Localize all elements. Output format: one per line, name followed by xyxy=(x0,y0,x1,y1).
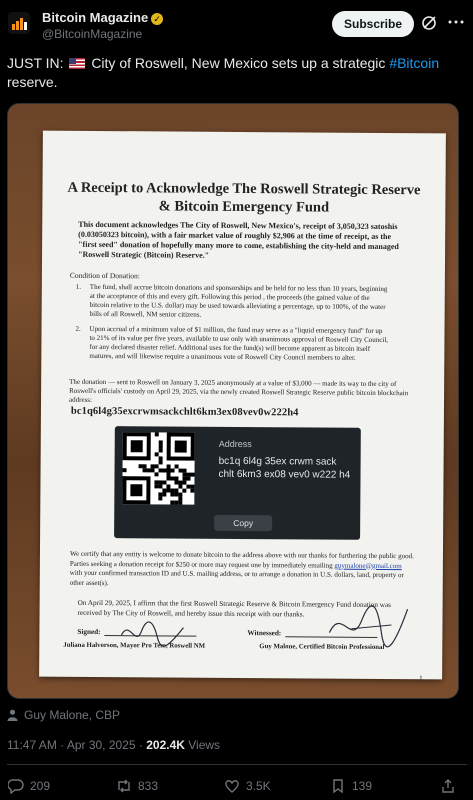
post-header xyxy=(0,0,473,46)
image-caption[interactable] xyxy=(7,708,120,722)
verified-badge-icon: ✓ xyxy=(151,13,163,25)
divider xyxy=(7,764,467,765)
caption-text[interactable]: Guy Malone, CBP xyxy=(24,708,121,722)
avatar[interactable] xyxy=(8,12,30,34)
address-card xyxy=(114,426,361,540)
author-name[interactable]: Bitcoin Magazine xyxy=(42,10,149,25)
signature-right xyxy=(321,603,411,650)
condition-item: 2. Upon accrual of a minimum value of $1 million, the fund may serve as a "liquid emergency fund" for up to 21% of its value per five years, available to use only with unanimous approval of Roswell City Council, for any declared disaster relief. Additional uses for the fund(s) will become apparent as bitcoin itself matures, and will likewise require a unanimous vote of Roswell City Council members to alter. xyxy=(75,324,389,362)
bookmark-icon xyxy=(330,778,346,794)
receipt-document xyxy=(39,131,446,683)
views-label: Views xyxy=(188,738,221,752)
affirm-paragraph: On April 29, 2025, I affirm that the first Roswell Strategic Reserve & Bitcoin Emergency Fund donation was received by The City of Roswell, and hereby issue this receipt with our thanks. xyxy=(77,598,391,618)
email-link: guymalone@gmail.com xyxy=(334,561,402,570)
reply-count: 209 xyxy=(30,779,51,793)
hashtag-link[interactable]: #Bitcoin xyxy=(389,55,440,71)
document-intro: This document acknowledges The City of Roswell, New Mexico's, receipt of 3,050,323 satoshis (0.03050323 bitcoin), with a fair market value of roughly $2,906 at the time of receipt, as the "first seed" donation of hopefully many more to come, establishing the city-held and managed "Roswell Strategic (Bitcoin) Reserve." xyxy=(78,219,399,260)
views-count: 202.4K xyxy=(146,738,185,752)
bookmark-count: 139 xyxy=(352,779,373,793)
post-body: City of Roswell, New Mexico sets up a strategic xyxy=(91,55,386,71)
us-flag-icon xyxy=(69,58,85,69)
post-suffix: reserve. xyxy=(7,74,58,90)
share-icon xyxy=(440,778,456,794)
grok-icon[interactable] xyxy=(421,15,437,31)
author-name-row[interactable] xyxy=(42,10,163,25)
author-handle[interactable]: @BitcoinMagazine xyxy=(42,27,143,41)
action-bar xyxy=(0,776,473,798)
certify-text-end: with your confirmed transaction ID and U.S. mailing address, or to arrange a donation in U.S. dollars, land, property or other asset(s). xyxy=(69,568,404,587)
signer-left-name: Juliana Halvorson, Mayor Pro Tem, Roswell NM xyxy=(63,641,206,650)
more-options-icon[interactable] xyxy=(448,19,464,25)
qr-code xyxy=(122,432,195,505)
address-label: Address xyxy=(218,438,252,450)
post-meta xyxy=(7,738,220,752)
reply-icon xyxy=(8,778,24,794)
signed-label: Signed: xyxy=(77,627,101,637)
post-image[interactable] xyxy=(7,103,459,699)
signer-right-name: Guy Malone, Certified Bitcoin Professional xyxy=(259,643,385,651)
condition-label: Condition of Donation: xyxy=(69,270,140,281)
address-text: bc1q 6l4g 35ex crwm sack chlt 6km3 ex08 vev0 w222 h4 xyxy=(218,455,351,481)
certify-paragraph xyxy=(70,550,415,590)
condition-item: 1. The fund, shall accrue bitcoin donations and sponsorships and be held for no less than 10 years, beginning at the acceptance of this and every gift. Following this period , the proceeds (the gained value of the bitcoin relative to the U.S. dollar) may be used towards alleviating a percentage, up to 100%, of the water bills of all Roswell, NM senior citizens. xyxy=(75,282,388,319)
copy-button: Copy xyxy=(214,515,272,531)
heart-icon xyxy=(224,778,240,794)
post-prefix: JUST IN: xyxy=(7,55,64,71)
document-title: A Receipt to Acknowledge The Roswell Strategic Reserve & Bitcoin Emergency Fund xyxy=(67,179,421,216)
post-text xyxy=(7,54,467,92)
post-timestamp[interactable]: 11:47 AM · Apr 30, 2025 · xyxy=(7,738,143,752)
repost-count: 833 xyxy=(138,779,159,793)
bitcoin-address: bc1q6l4g35excrwmsackchlt6km3ex08vev0w222h4 xyxy=(70,405,299,419)
person-icon xyxy=(7,709,18,721)
like-count: 3.5K xyxy=(246,779,271,793)
page-number: 1 xyxy=(419,674,423,683)
certify-text: We certify that any entity is welcome to donate bitcoin to the address above with our thanks for furthering the public good. Parties seeking a donation receipt for $250 or more may request one by immediately emailing xyxy=(69,549,414,570)
donation-paragraph: The donation — sent to Roswell on January 3, 2025 anonymously at a value of $3,000 — made its way to the city of Roswell's officials' custody on April 29, 2025, via the newly created Roswell Strategic Reserve public bitcoin blockchain address: xyxy=(69,377,409,404)
condition-text: The fund, shall accrue bitcoin donations and sponsorships and be held for no less than 10 years, beginning at the acceptance of this and every gift. Following this period , the proceeds (the gained value of the bitcoin relative to the U.S. dollar) may be used towards alleviating a percentage, up to 100%, of the water bills of all Roswell, NM senior citizens. xyxy=(89,282,388,319)
subscribe-button[interactable]: Subscribe xyxy=(332,11,414,37)
witnessed-label: Witnessed: xyxy=(247,629,282,638)
condition-text: Upon accrual of a minimum value of $1 million, the fund may serve as a "liquid emergency fund" for up to 21% of its value per five years, available to use only with unanimous approval of Roswell City Council, for any declared disaster relief. Additional uses for the fund(s) will become apparent as bitcoin itself matures, and will likewise require a unanimous vote of Roswell City Council members to alter. xyxy=(89,324,389,362)
repost-icon xyxy=(116,778,132,794)
